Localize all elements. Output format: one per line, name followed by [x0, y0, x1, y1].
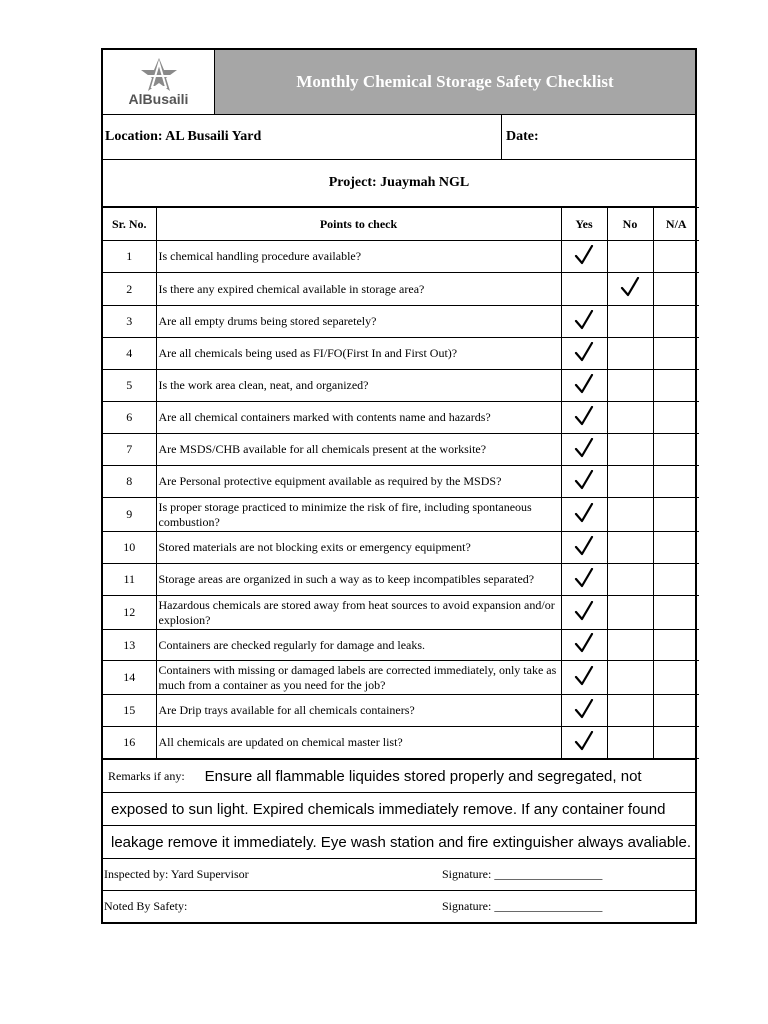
checkmark-icon	[574, 447, 594, 461]
cell-na	[653, 498, 699, 532]
cell-no	[607, 402, 653, 434]
checkmark-icon	[574, 740, 594, 754]
star-logo-icon	[133, 57, 185, 93]
table-row	[103, 306, 699, 338]
cell-yes	[561, 727, 607, 759]
cell-na	[653, 241, 699, 273]
cell-na	[653, 273, 699, 306]
checkmark-icon	[574, 642, 594, 656]
checkmark-icon	[574, 415, 594, 429]
cell-na	[653, 434, 699, 466]
check-point-text: Containers are checked regularly for damage and leaks.	[156, 630, 561, 661]
check-point-text: Is chemical handling procedure available?	[156, 241, 561, 273]
row-number: 15	[103, 695, 156, 727]
signature-safety: Signature: __________________	[442, 899, 603, 913]
col-na: N/A	[653, 208, 699, 241]
cell-na	[653, 630, 699, 661]
check-point-text: Is proper storage practiced to minimize the risk of fire, including spontaneous combustion?	[156, 498, 561, 532]
table-row	[103, 596, 699, 630]
cell-no	[607, 695, 653, 727]
checkmark-icon	[574, 319, 594, 333]
check-point-text: Are all empty drums being stored separetely?	[156, 306, 561, 338]
form-title: Monthly Chemical Storage Safety Checklist	[215, 50, 695, 114]
cell-na	[653, 564, 699, 596]
company-logo	[103, 50, 215, 114]
cell-no	[607, 532, 653, 564]
row-number: 7	[103, 434, 156, 466]
cell-no	[607, 434, 653, 466]
row-number: 3	[103, 306, 156, 338]
cell-yes	[561, 466, 607, 498]
cell-no	[607, 273, 653, 306]
table-row	[103, 564, 699, 596]
cell-no	[607, 564, 653, 596]
row-number: 13	[103, 630, 156, 661]
noted-row	[103, 890, 695, 922]
cell-no	[607, 630, 653, 661]
check-point-text: Are MSDS/CHB available for all chemicals present at the worksite?	[156, 434, 561, 466]
cell-na	[653, 338, 699, 370]
row-number: 14	[103, 661, 156, 695]
check-point-text: Hazardous chemicals are stored away from heat sources to avoid expansion and/or explosion?	[156, 596, 561, 630]
row-number: 11	[103, 564, 156, 596]
header	[103, 50, 695, 115]
logo-text: AlBusaili	[128, 91, 189, 107]
cell-yes	[561, 241, 607, 273]
col-yes: Yes	[561, 208, 607, 241]
checkmark-icon	[574, 610, 594, 624]
checkmark-icon	[574, 383, 594, 397]
col-no: No	[607, 208, 653, 241]
check-point-text: Are all chemicals being used as FI/FO(First In and First Out)?	[156, 338, 561, 370]
check-point-text: Stored materials are not blocking exits or emergency equipment?	[156, 532, 561, 564]
cell-na	[653, 727, 699, 759]
table-row	[103, 695, 699, 727]
date-field: Date:	[506, 129, 539, 144]
cell-yes	[561, 564, 607, 596]
table-row	[103, 661, 699, 695]
checkmark-icon	[620, 286, 640, 300]
cell-na	[653, 402, 699, 434]
checkmark-icon	[574, 351, 594, 365]
row-number: 12	[103, 596, 156, 630]
cell-no	[607, 306, 653, 338]
cell-na	[653, 695, 699, 727]
table-row	[103, 241, 699, 273]
table-row	[103, 402, 699, 434]
cell-no	[607, 596, 653, 630]
table-row	[103, 370, 699, 402]
inspected-by: Inspected by: Yard Supervisor	[104, 867, 249, 881]
location-field: Location: AL Busaili Yard	[103, 115, 502, 159]
checklist-sheet	[101, 48, 697, 924]
cell-no	[607, 338, 653, 370]
cell-na	[653, 661, 699, 695]
cell-na	[653, 532, 699, 564]
cell-yes	[561, 306, 607, 338]
cell-yes	[561, 338, 607, 370]
cell-yes	[561, 596, 607, 630]
location-date-row	[103, 115, 695, 160]
cell-yes	[561, 532, 607, 564]
check-point-text: All chemicals are updated on chemical master list?	[156, 727, 561, 759]
cell-yes	[561, 402, 607, 434]
row-number: 10	[103, 532, 156, 564]
cell-yes	[561, 434, 607, 466]
row-number: 5	[103, 370, 156, 402]
remarks-line-1	[103, 760, 695, 793]
checkmark-icon	[574, 577, 594, 591]
cell-no	[607, 661, 653, 695]
remarks-text-1: Ensure all flammable liquides stored properly and segregated, not	[204, 767, 642, 785]
cell-yes	[561, 630, 607, 661]
cell-na	[653, 370, 699, 402]
cell-yes	[561, 695, 607, 727]
check-point-text: Are all chemical containers marked with contents name and hazards?	[156, 402, 561, 434]
signature-inspector: Signature: __________________	[442, 867, 603, 881]
col-sr-no: Sr. No.	[103, 208, 156, 241]
table-row	[103, 498, 699, 532]
noted-by: Noted By Safety:	[104, 899, 188, 913]
check-point-text: Are Personal protective equipment available as required by the MSDS?	[156, 466, 561, 498]
check-point-text: Are Drip trays available for all chemicals containers?	[156, 695, 561, 727]
check-point-text: Containers with missing or damaged labels are corrected immediately, only take as much from a container as you need for the job?	[156, 661, 561, 695]
col-points: Points to check	[156, 208, 561, 241]
checkmark-icon	[574, 479, 594, 493]
cell-yes	[561, 273, 607, 306]
remarks-line-2: exposed to sun light. Expired chemicals immediately remove. If any container found	[103, 793, 695, 826]
table-header-row	[103, 208, 699, 241]
cell-no	[607, 241, 653, 273]
inspected-row	[103, 859, 695, 890]
table-row	[103, 532, 699, 564]
row-number: 2	[103, 273, 156, 306]
table-row	[103, 434, 699, 466]
cell-no	[607, 466, 653, 498]
table-row	[103, 338, 699, 370]
remarks-section	[103, 759, 695, 859]
cell-na	[653, 306, 699, 338]
checkmark-icon	[574, 512, 594, 526]
table-row	[103, 727, 699, 759]
cell-na	[653, 596, 699, 630]
remarks-label: Remarks if any:	[108, 768, 185, 783]
cell-no	[607, 727, 653, 759]
table-row	[103, 273, 699, 306]
checklist-table	[103, 207, 699, 759]
cell-yes	[561, 498, 607, 532]
row-number: 4	[103, 338, 156, 370]
check-point-text: Storage areas are organized in such a way as to keep incompatibles separated?	[156, 564, 561, 596]
cell-yes	[561, 661, 607, 695]
checkmark-icon	[574, 545, 594, 559]
row-number: 8	[103, 466, 156, 498]
cell-no	[607, 370, 653, 402]
check-point-text: Is the work area clean, neat, and organized?	[156, 370, 561, 402]
cell-yes	[561, 370, 607, 402]
row-number: 9	[103, 498, 156, 532]
check-point-text: Is there any expired chemical available in storage area?	[156, 273, 561, 306]
row-number: 1	[103, 241, 156, 273]
checkmark-icon	[574, 254, 594, 268]
cell-no	[607, 498, 653, 532]
remarks-line-3: leakage remove it immediately. Eye wash station and fire extinguisher always avaliable.	[103, 826, 695, 859]
checkmark-icon	[574, 675, 594, 689]
table-row	[103, 630, 699, 661]
checkmark-icon	[574, 708, 594, 722]
cell-na	[653, 466, 699, 498]
row-number: 16	[103, 727, 156, 759]
table-row	[103, 466, 699, 498]
row-number: 6	[103, 402, 156, 434]
project-field: Project: Juaymah NGL	[103, 160, 695, 207]
